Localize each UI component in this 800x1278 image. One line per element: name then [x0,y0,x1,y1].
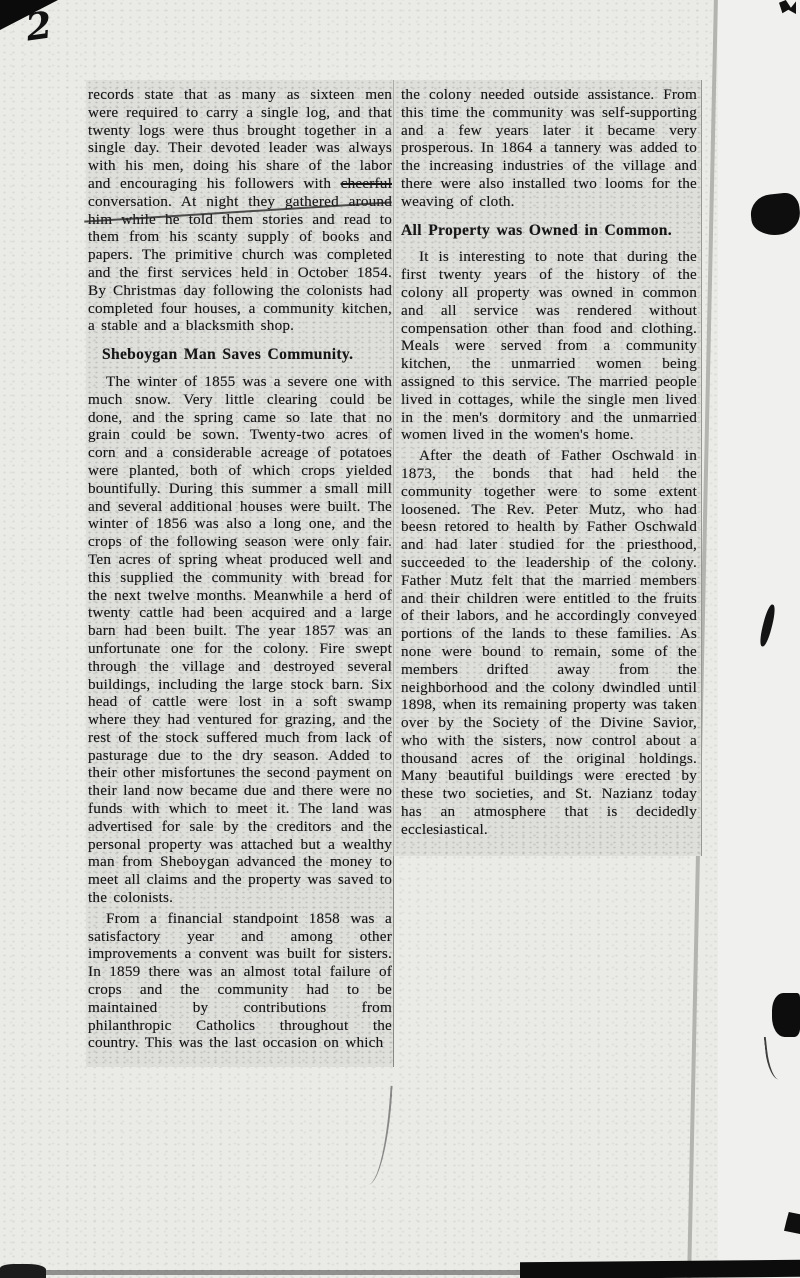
article-paragraph: It is interesting to note that during the first twenty years of the history of the colony all property was owned in common and all service was rendered without compensation other than food and clothing. Meals were served from a community kitchen, the unmarried women being assigned to this service. The married people lived in cottages, while the single men lived in the men's dormitory and the unmarried women lived in the women's home. [401,248,697,444]
article-paragraph: the colony needed outside assistance. From this time the community was self-supporting and a few years later it became very prosperous. In 1864 a tannery was added to the increasing industries of the village and there were also installed two looms for the weaving of cloth. [401,86,697,210]
ink-blob-artifact-3 [772,993,800,1037]
scan-bottom-left-artifact [0,1264,46,1278]
scan-bottom-edge-right [520,1260,800,1278]
paragraph-text: conversation. At night they gathered around him while he told them stories and read to them from his scanty supply of books and papers. The primitive church was completed and the first services held in October 1854. By Christmas day following the colonists had completed four houses, a community kitchen, a stable and a blacksmith shop. [88,192,392,335]
article-paragraph: From a financial standpoint 1858 was a satisfactory year and among other improvements a convent was built for sisters. In 1859 there was an almost total failure of crops and the community had to be maintained by contributions from philanthropic Catholics throughout the country. This was the last occasion on which [88,909,392,1052]
paragraph-text: records state that as many as sixteen men were required to carry a single log, and that twenty logs were thus brought together in a single day. Their devoted leader was always with his men, doing his share of the labor and encouraging his followers with [88,86,392,192]
pen-curve-mark [363,1084,392,1185]
newspaper-column-2 [393,80,702,856]
newspaper-column-1 [86,80,394,1067]
page-fold-strip [718,0,800,1278]
handwritten-page-number: 2 [23,2,55,50]
article-paragraph: After the death of Father Oschwald in 1873, the bonds that had held the community together were to some extent loosened. The Rev. Peter Mutz, who had beesn retored to health by Father Oschwald and had later studied for the priesthood, succeeded to the leadership of the colony. Father Mutz felt that the married members and their children were entitled to the fruits of their labors, and he accordingly conveyed portions of the lands to these families. As none were bound to remain, some of the members drifted away from the neighborhood and the colony dwindled until 1898, when its remaining property was taken over by the Society of the Divine Savior, who with the sisters, now control about a thousand acres of the original holdings. Many beautiful buildings were erected by these two societies, and St. Nazianz today has an atmosphere that is decidedly ecclesiastical. [401,447,697,838]
struck-word: cheerful [340,174,392,192]
scan-bottom-edge-left [0,1270,545,1275]
section-heading-property: All Property was Owned in Common. [401,221,672,239]
article-paragraph: The winter of 1855 was a severe one with much snow. Very little clearing could be done, and the spring came so late that no grain could be sown. Twenty-two acres of corn and a considerable acreage of potatoes were planted, both of which crops yielded bountifully. During this summer a small mill and several additional houses were built. The winter of 1856 was also a long one, and the crops of the following season were only fair. Ten acres of spring wheat produced well and this supplied the community with bread for the next twelve months. Meanwhile a herd of twenty cattle had been acquired and a large barn had been built. The year 1857 was an unfortunate one for the colony. Fire swept through the village and destroyed several buildings, including the large stock barn. Six head of cattle were lost in a soft swamp where they had ventured for grazing, and the rest of the stock suffered much from lack of pasturage due to the dry season. Added to their other misfortunes the second payment on their land now became due and there were no funds with which to meet it. The land was advertised for sale by the creditors and the personal property was attached but a wealthy man from Sheboygan advanced the money to meet all claims and the property was saved to the colonists. [88,372,392,907]
section-heading-sheboygan: Sheboygan Man Saves Community. [102,346,354,364]
